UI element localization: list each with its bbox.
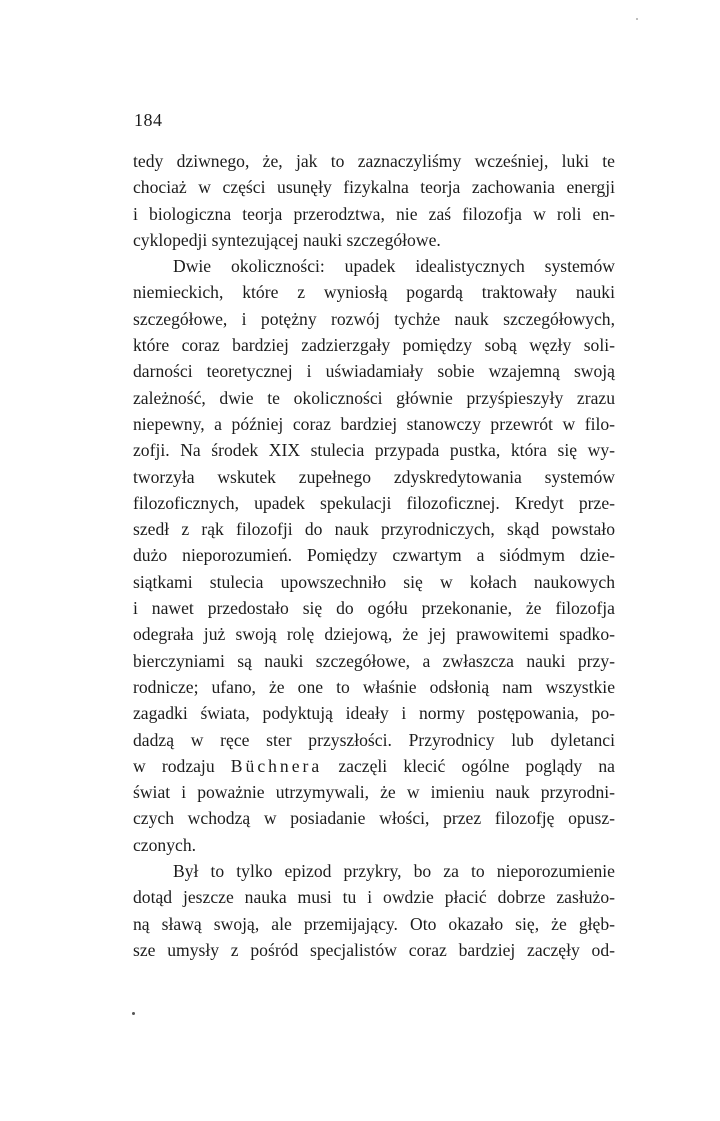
text-line: sze umysły z pośród specjalistów coraz bardziej zaczęły od-: [133, 939, 615, 960]
text-line: dadzą w ręce ster przyszłości. Przyrodnicy lub dyletanci: [133, 729, 615, 750]
text-line: cyklopedji syntezującej nauki szczegółowe.: [133, 229, 441, 250]
text-line: i biologiczna teorja przerodztwa, nie zaś filozofja w roli en-: [133, 203, 615, 224]
text-line: zofji. Na środek XIX stulecia przypada pustka, która się wy-: [133, 440, 615, 461]
text-line: które coraz bardziej zadzierzgały pomiędzy sobą węzły soli-: [133, 335, 615, 356]
text-line: niepewny, a później coraz bardziej stanowczy przewrót w filo-: [133, 413, 615, 434]
paper-speck: [636, 18, 638, 20]
buchner-after: zaczęli klecić ogólne poglądy na: [322, 755, 615, 776]
buchner-name-spaced: Büchnera: [230, 755, 323, 776]
text-line-buchner: [133, 753, 615, 779]
text-line: rodnicze; ufano, że one to właśnie odsłonią nam wszystkie: [133, 676, 615, 697]
text-line: szedł z rąk filozofji do nauk przyrodniczych, skąd powstało: [133, 519, 615, 540]
text-line: ną sławą swoją, ale przemijający. Oto okazało się, że głęb-: [133, 913, 615, 934]
text-line: darności teoretycznej i uświadamiały sobie wzajemną swoją: [133, 361, 615, 382]
text-line: i nawet przedostało się do ogółu przekonanie, że filozofja: [133, 598, 615, 619]
text-line: niemieckich, które z wyniosłą pogardą traktowały nauki: [133, 282, 615, 303]
text-line: dużo nieporozumień. Pomiędzy czwartym a siódmym dzie-: [133, 545, 615, 566]
paragraph-start-line: Dwie okoliczności: upadek idealistycznych systemów: [173, 256, 615, 277]
text-line: czych wchodzą w posiadanie włości, przez filozofję opusz-: [133, 808, 615, 829]
text-line: odegrała już swoją rolę dziejową, że jej prawowitemi spadko-: [133, 624, 615, 645]
text-line: bierczyniami są nauki szczegółowe, a zwłaszcza nauki przy-: [133, 650, 615, 671]
text-line: tworzyła wskutek zupełnego zdyskredytowania systemów: [133, 466, 615, 487]
text-line: tedy dziwnego, że, jak to zaznaczyliśmy wcześniej, luki te: [133, 151, 615, 171]
text-line: filozoficznych, upadek spekulacji filozoficznej. Kredyt prze-: [133, 492, 615, 513]
text-line: czonych.: [133, 834, 197, 855]
paragraph-start-line: Był to tylko epizod przykry, bo za to nieporozumienie: [173, 861, 615, 882]
text-line: świat i poważnie utrzymywali, że w imieniu nauk przyrodni-: [133, 782, 615, 803]
text-line: zagadki świata, podyktują ideały i normy postępowania, po-: [133, 703, 615, 724]
page-number: 184: [134, 110, 163, 130]
buchner-before: w rodzaju: [133, 755, 231, 776]
text-line: chociaż w części usunęły fizykalna teorja zachowania energji: [133, 177, 615, 198]
text-line: zależność, dwie te okoliczności głównie przyśpieszyły zrazu: [133, 387, 615, 408]
paper-speck: [132, 1012, 135, 1015]
text-line: siątkami stulecia upowszechniło się w kołach naukowych: [133, 571, 615, 592]
text-line: szczegółowe, i potężny rozwój tychże nauk szczegółowych,: [133, 308, 615, 329]
text-block: [133, 148, 615, 963]
text-line: dotąd jeszcze nauka musi tu i owdzie płacić dobrze zasłużo-: [133, 887, 615, 908]
